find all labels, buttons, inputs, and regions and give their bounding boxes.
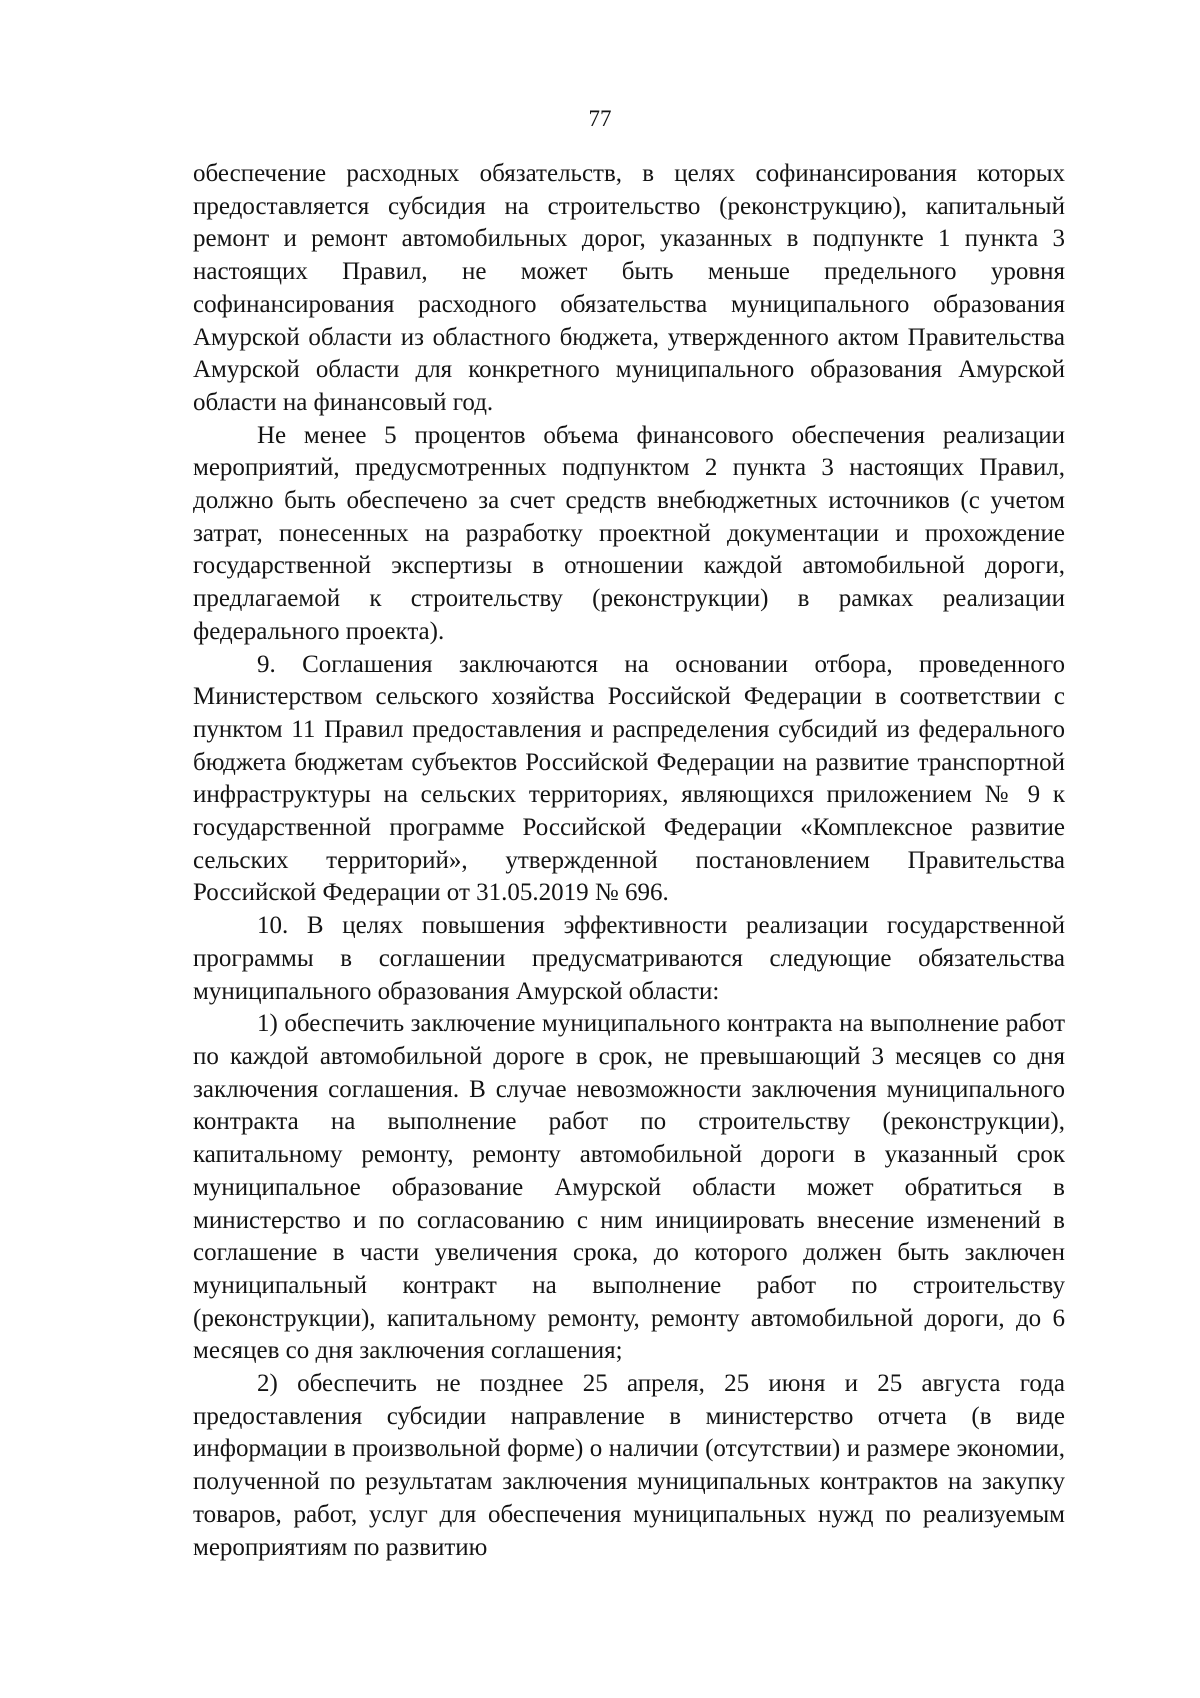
paragraph-subitem-2-report: 2) обеспечить не позднее 25 апреля, 25 июня и 25 августа года предоставления субсидии направление в министерство отчета (в виде информации в произвольной форме) о наличии (отсутствии) и размере экономии, полученной по результатам заключения муниципальных контрактов на закупку товаров, работ, услуг для обеспечения муниципальных нужд по реализуемым мероприятиям по развитию bbox=[193, 1370, 1065, 1561]
paragraph-subitem-1-contract: 1) обеспечить заключение муниципального контракта на выполнение работ по каждой автомобильной дороге в срок, не превышающий 3 месяцев со дня заключения соглашения. В случае невозможности заключения муниципального контракта на выполнение работ по строительству (реконструкции), капитальному ремонту, ремонту автомобильной дороги в указанный срок муниципальное образование Амурской области может обратиться в министерство и по согласованию с ним инициировать внесение изменений в соглашение в части увеличения срока, до которого должен быть заключен муниципальный контракт на выполнение работ по строительству (реконструкции), капитальному ремонту, ремонту автомобильной дороги, до 6 месяцев со дня заключения соглашения; bbox=[193, 1010, 1065, 1365]
paragraph-extrabudgetary-sources: Не менее 5 процентов объема финансового обеспечения реализации мероприятий, предусмотренных подпунктом 2 пункта 3 настоящих Правил, должно быть обеспечено за счет средств внебюджетных источников (с учетом затрат, понесенных на разработку проектной документации и прохождение государственной экспертизы в отношении каждой автомобильной дороги, предлагаемой к строительству (реконструкции) в рамках реализации федерального проекта). bbox=[193, 421, 1065, 645]
document-body bbox=[193, 158, 1065, 1564]
page-number: 77 bbox=[588, 106, 612, 131]
paragraph-item-9-agreements: 9. Соглашения заключаются на основании отбора, проведенного Министерством сельского хозяйства Российской Федерации в соответствии с пунктом 11 Правил предоставления и распределения субсидий из федерального бюджета бюджетам субъектов Российской Федерации на развитие транспортной инфраструктуры на сельских территориях, являющихся приложением № 9 к государственной программе Российской Федерации «Комплексное развитие сельских территорий», утвержденной постановлением Правительства Российской Федерации от 31.05.2019 № 696. bbox=[193, 650, 1065, 907]
paragraph-item-10-obligations: 10. В целях повышения эффективности реализации государственной программы в соглашении предусматриваются следующие обязательства муниципального образования Амурской области: bbox=[193, 912, 1065, 1005]
paragraph-cofinancing-level: обеспечение расходных обязательств, в целях софинансирования которых предоставляется субсидия на строительство (реконструкцию), капитальный ремонт и ремонт автомобильных дорог, указанных в подпункте 1 пункта 3 настоящих Правил, не может быть меньше предельного уровня софинансирования расходного обязательства муниципального образования Амурской области из областного бюджета, утвержденного актом Правительства Амурской области для конкретного муниципального образования Амурской области на финансовый год. bbox=[193, 160, 1065, 416]
